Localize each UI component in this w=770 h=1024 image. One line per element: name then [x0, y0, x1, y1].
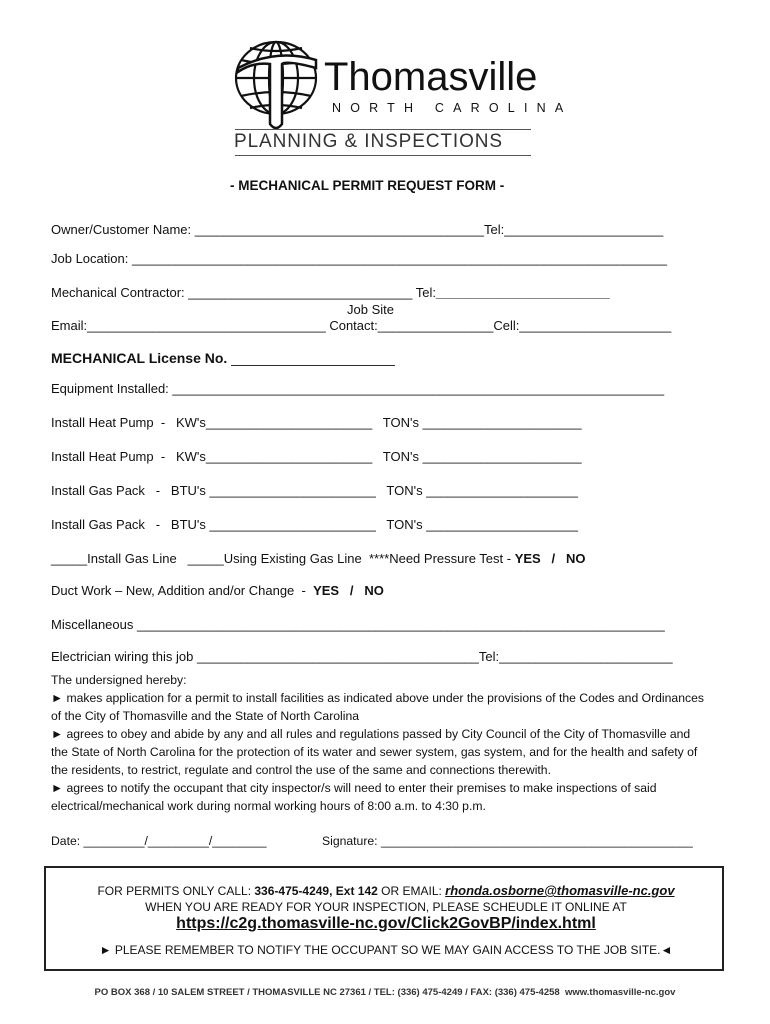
- terms-para1-line1: ► makes application for a permit to install facilities as indicated above under the provisions of the Codes and Ordinances: [51, 691, 704, 705]
- department-name: PLANNING & INSPECTIONS: [234, 131, 503, 152]
- email-contact-field[interactable]: Email:_________________________________ Contact:________________Cell:_____________________: [51, 318, 672, 333]
- equipment-field[interactable]: Equipment Installed: ____________________________________________________________________: [51, 381, 665, 396]
- duct-work-field[interactable]: [51, 583, 384, 598]
- terms-para3-line2: electrical/mechanical work during normal working hours of 8:00 a.m. to 4:30 p.m.: [51, 799, 486, 813]
- terms-para2-line1: ► agrees to obey and abide by any and all rules and regulations passed by City Council of the City of Thomasville and: [51, 727, 691, 741]
- footer-address: PO BOX 368 / 10 SALEM STREET / THOMASVILLE NC 27361 / TEL: (336) 475-4249 / FAX: (336) 475-4258 www.thomasville-nc.gov: [94, 987, 676, 998]
- terms-para2-line3: the residents, to restrict, regulate and control the use of the same and connections therewith.: [51, 763, 551, 777]
- heat-pump-field-2[interactable]: Install Heat Pump - KW's_______________________ TON's ______________________: [51, 449, 582, 464]
- t-emblem-icon: [238, 56, 316, 129]
- electrician-field[interactable]: Electrician wiring this job _______________________________________Tel:________________________: [51, 649, 673, 664]
- terms-para3-line1: ► agrees to notify the occupant that city inspector/s will need to enter their premises to make inspections of said: [51, 781, 657, 795]
- permit-email-link[interactable]: rhonda.osborne@thomasville-nc.gov: [445, 883, 675, 898]
- duct-work-label: Duct Work – New, Addition and/or Change -: [51, 583, 314, 598]
- duct-work-yes-no[interactable]: YES / NO: [313, 583, 384, 598]
- job-location-field[interactable]: Job Location: __________________________________________________________________________: [51, 251, 667, 266]
- permit-phone: 336-475-4249, Ext 142: [254, 884, 378, 898]
- owner-field[interactable]: Owner/Customer Name: ________________________________________Tel:______________________: [51, 222, 664, 237]
- signature-field[interactable]: Signature: ______________________________________________: [322, 834, 693, 848]
- call-line: [46, 883, 726, 898]
- gas-line-label: _____Install Gas Line _____Using Existing Gas Line ****Need Pressure Test -: [51, 551, 515, 566]
- misc-field[interactable]: Miscellaneous _________________________________________________________________________: [51, 617, 665, 632]
- contractor-field[interactable]: [51, 285, 610, 300]
- logo-rule-top: [235, 129, 531, 130]
- contractor-label: Mechanical Contractor: _______________________________ Tel:: [51, 285, 437, 300]
- gas-line-field[interactable]: [51, 551, 586, 566]
- contractor-tel-blank: ________________________: [436, 285, 610, 300]
- hereby-heading: The undersigned hereby:: [51, 673, 187, 687]
- state-name: NORTH CAROLINA: [332, 101, 573, 115]
- contact-notice-box: [44, 866, 724, 971]
- license-field[interactable]: [51, 350, 395, 366]
- inspection-url-link[interactable]: https://c2g.thomasville-nc.gov/Click2GovBP/index.html: [176, 915, 596, 932]
- gas-pack-field-1[interactable]: Install Gas Pack - BTU's _______________________ TON's _____________________: [51, 483, 579, 498]
- brand-wordmark: Thomasville: [324, 55, 538, 99]
- heat-pump-field-1[interactable]: Install Heat Pump - KW's_______________________ TON's ______________________: [51, 415, 582, 430]
- gas-pack-field-2[interactable]: Install Gas Pack - BTU's _______________________ TON's _____________________: [51, 517, 579, 532]
- job-site-label: Job Site: [347, 302, 394, 317]
- terms-para1-line2: of the City of Thomasville and the State of North Carolina: [51, 709, 360, 723]
- license-blank: _____________________: [227, 350, 395, 366]
- reminder-text: ► PLEASE REMEMBER TO NOTIFY THE OCCUPANT SO WE MAY GAIN ACCESS TO THE JOB SITE.◄: [99, 943, 673, 957]
- form-title: - MECHANICAL PERMIT REQUEST FORM -: [230, 178, 505, 193]
- logo-rule-bottom: [235, 155, 531, 156]
- schedule-text: WHEN YOU ARE READY FOR YOUR INSPECTION, PLEASE SCHEUDLE IT ONLINE AT: [145, 900, 627, 914]
- license-label: MECHANICAL License No.: [51, 350, 228, 366]
- terms-para2-line2: the State of North Carolina for the protection of its water and sewer system, gas system, and for the health and safety of: [51, 745, 698, 759]
- pressure-test-yes-no[interactable]: YES / NO: [514, 551, 586, 566]
- or-email-text: OR EMAIL:: [377, 884, 446, 898]
- call-prefix: FOR PERMITS ONLY CALL:: [97, 884, 255, 898]
- date-field[interactable]: Date: _________/_________/________: [51, 834, 267, 848]
